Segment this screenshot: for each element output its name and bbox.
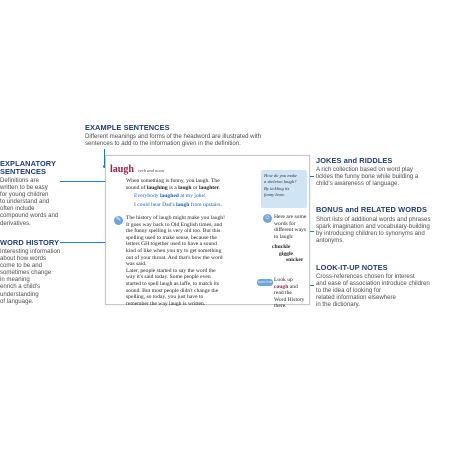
example-sentences-desc-1: Different meanings and forms of the headword are illustrated with <box>85 133 262 140</box>
part-of-speech: verb and noun <box>138 168 164 173</box>
headword: laugh <box>110 164 134 175</box>
bonus-desc: Short lists of additional words and phrases spark imagination and vocabulary-building by introducing children to synonyms and antonyms. <box>316 216 431 245</box>
example-sentences-desc-2: sentences to add to the information given in the definition. <box>85 140 241 147</box>
explanatory-title-2: SENTENCES <box>0 167 47 176</box>
explanatory-title-1: EXPLANATORY <box>0 159 56 168</box>
example-sentences-title: EXAMPLE SENTENCES <box>85 123 170 132</box>
look-it-up-icon: LOOK IT UP <box>257 281 273 284</box>
lookup-desc: Cross-references chosen for interest and ease of association introduce children to the idea of looking for related information elsewhere in the dictionary. <box>316 273 430 309</box>
explanatory-desc: Definitions are written to be easy for young children to understand and often include compound words and derivatives. <box>0 177 59 227</box>
definition: When something is funny, you laugh. The sound of laughing is a laugh or laughter. Everybody laughed at my joke! I could hear Dad's laugh from upstairs. <box>126 178 222 208</box>
related-words-icon: ☺ <box>264 215 271 221</box>
jokes-title: JOKES and RIDDLES <box>316 156 393 165</box>
word-history-icon: ✎ <box>115 217 122 223</box>
related-words-intro: Here are some words for different ways to laugh: <box>274 214 307 240</box>
lookup-title: LOOK-IT-UP NOTES <box>316 263 388 272</box>
word-history-text: The history of laugh might make you laugh! It goes way back to Old English times, and the funny spelling is very old too. But this spelling used to make sense, because the letters GH together used to have a sound kind of like when you try to get something out of your throat. And that's how the word was said. Later, people started to say the word the way it's said today. Some people even started to spell laugh as laffe, to match its sound. But most people didn't change the spelling, so today, you just have to remember the way laugh is written. <box>126 215 225 307</box>
word-history-desc: Interesting information about how words come to be and sometimes change in meaning enrich a child's understanding of language. <box>0 248 61 305</box>
look-it-up-note: Look up cough and read the Word History there. <box>274 277 305 310</box>
word-history-title: WORD HISTORY <box>0 238 60 247</box>
dictionary-page <box>105 155 310 310</box>
jokes-desc: A rich collection based on word play tickles the funny bone while building a child's awareness of language. <box>316 166 419 188</box>
joke-box: How do you make a skeleton laugh? By tickling its funny bone. <box>261 170 307 208</box>
bonus-title: BONUS and RELATED WORDS <box>316 205 427 214</box>
related-words-list: chuckle giggle snicker <box>272 244 304 264</box>
